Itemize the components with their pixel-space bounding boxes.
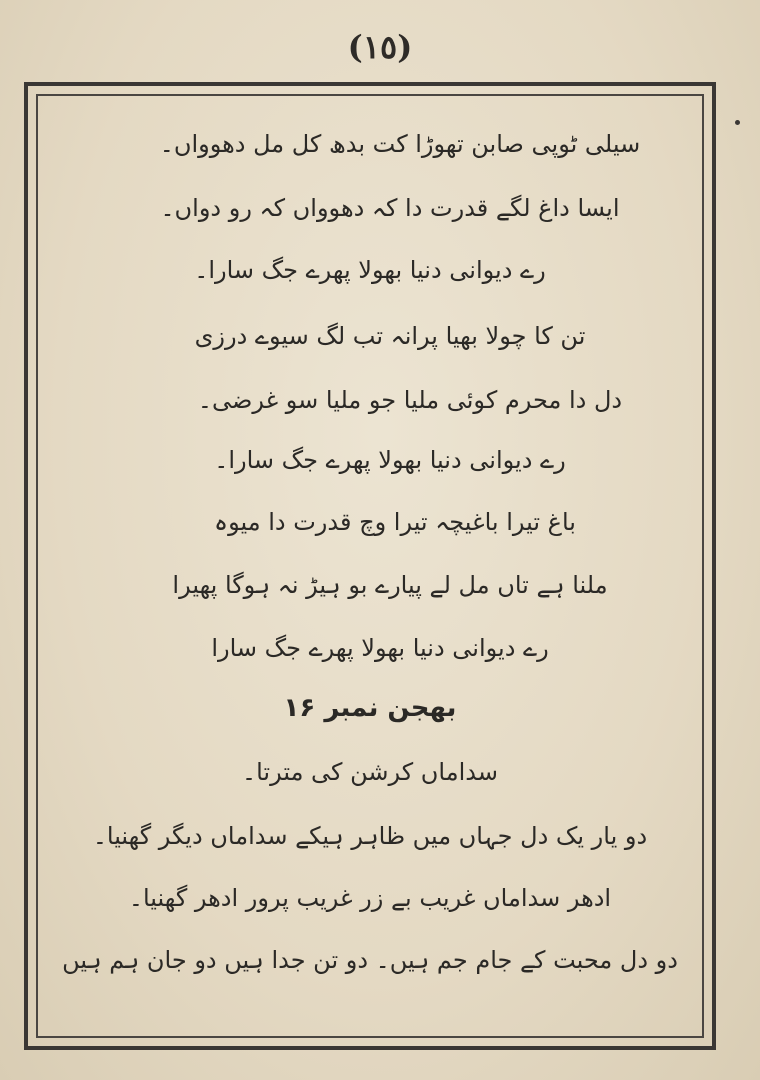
text-line-12: دو یار یک دل جہاں میں ظاہر ہیکے سداماں دیگر گھنیا۔ [92,822,648,850]
page-number: (١٥) [347,28,413,66]
text-line-11: سداماں کرشن کی مترتا۔ [242,758,498,786]
text-line-5: دل دا محرم کوئی ملیا جو ملیا سو غرضی۔ [197,386,623,414]
text-block [50,110,690,1030]
ink-speck [735,120,740,125]
text-line-14: دو دل محبت کے جام جم ہیں۔ دو تن جدا ہیں دو جان ہم ہیں [62,946,678,974]
text-line-9: رے دیوانی دنیا بھولا پھرے جگ سارا [211,634,549,662]
text-line-1: سیلی ٹوپی صابن تھوڑا کت بدھ کل مل دھوواں۔ [159,130,641,158]
text-line-3: رے دیوانی دنیا بھولا پھرے جگ سارا۔ [194,256,546,284]
bhajan-heading: بھجن نمبر ۱۶ [283,693,457,723]
text-line-4: تن کا چولا بھیا پرانہ تب لگ سیوے درزی [194,322,586,350]
text-line-8: ملنا ہے تاں مل لے پیارے بو ہیڑ نہ ہوگا پھیرا [172,571,608,599]
text-line-2: ایسا داغ لگے قدرت دا کہ دھوواں کہ رو دواں۔ [160,194,620,222]
text-line-6: رے دیوانی دنیا بھولا پھرے جگ سارا۔ [214,446,566,474]
text-line-13: ادھر سداماں غریب بے زر غریب پرور ادھر گھنیا۔ [128,884,612,912]
text-line-7: باغ تیرا باغیچہ تیرا وچ قدرت دا میوہ [214,508,576,536]
